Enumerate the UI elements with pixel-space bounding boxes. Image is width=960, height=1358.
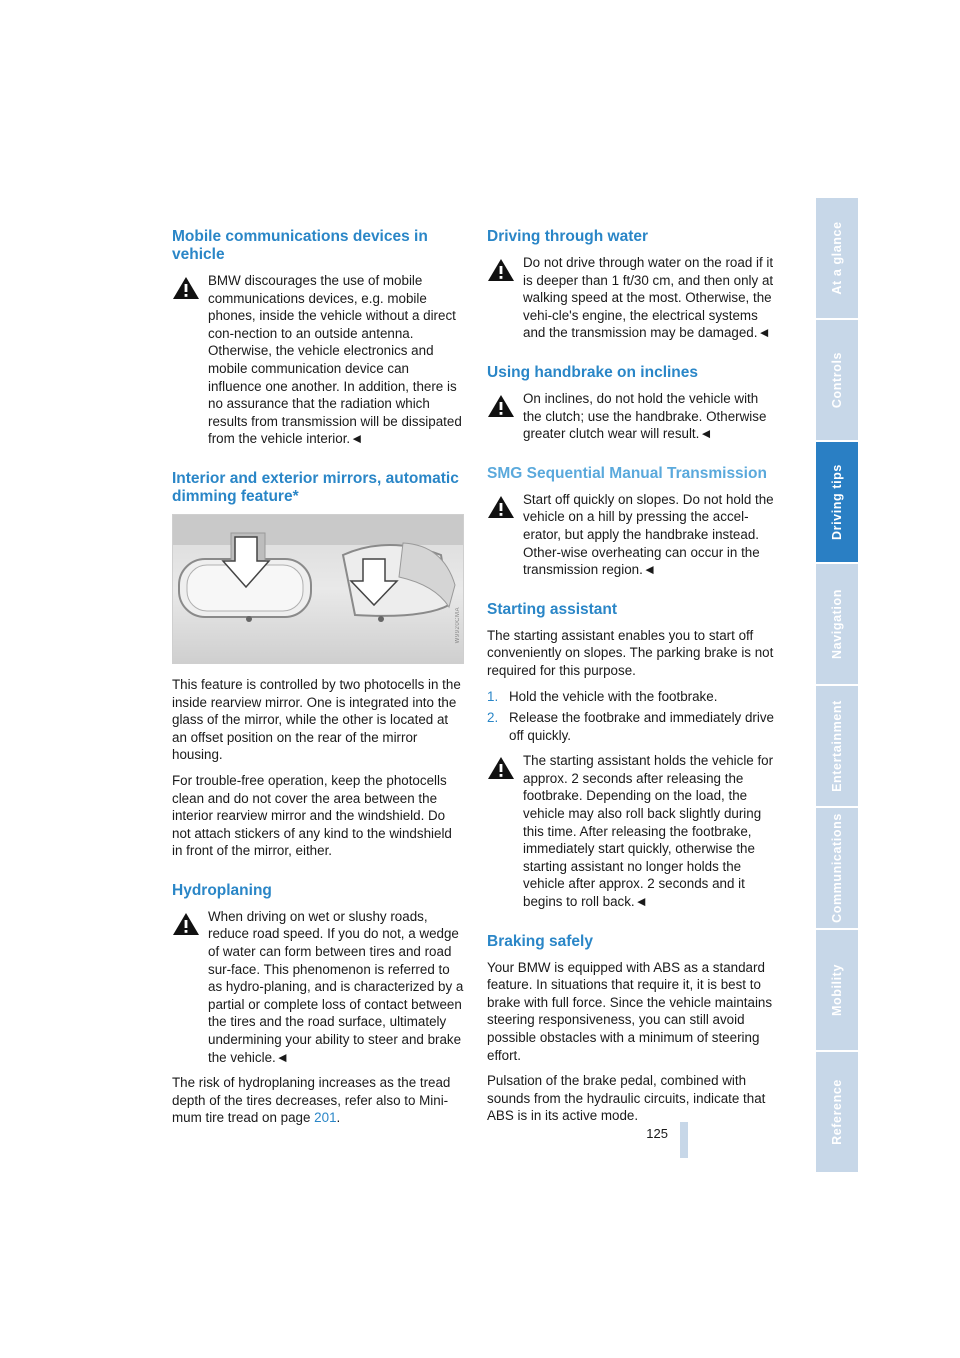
tab-mobility[interactable]	[816, 930, 858, 1050]
mirrors-paragraph-1: This feature is controlled by two photocells in the inside rearview mirror. One is integrated into the glass of the mirror, while the other is located at an offset position on the rear of the mirror housing.	[172, 676, 461, 763]
tab-label: Driving tips	[830, 464, 844, 540]
tab-controls[interactable]	[816, 320, 858, 440]
warning-text: Do not drive through water on the road if it is deeper than 1 ft/30 cm, and then only at walking speed at the most. Otherwise, the vehi-cle's engine, the electrical systems and the transmission may be damaged.◄	[523, 255, 774, 341]
warning-water	[487, 254, 779, 342]
step-number: 1.	[487, 688, 499, 704]
hydroplaning-tread-paragraph	[172, 1074, 464, 1127]
figure-code: W9920CMA	[455, 606, 461, 644]
tab-label: At a glance	[830, 221, 844, 295]
heading-hydroplaning: Hydroplaning	[172, 881, 272, 899]
braking-paragraph-2: Pulsation of the brake pedal, combined with sounds from the hydraulic circuits, indicate that ABS is in its active mode.	[487, 1073, 766, 1124]
warning-starting-assistant	[487, 752, 779, 910]
warning-text: When driving on wet or slushy roads, reduce road speed. If you do not, a wedge of water can form between tires and road sur-face. This phenomenon is referred to as hydro-planing, and is characterized by a partial or complete loss of contact between the tires and the road surface, ultimately undermining your ability to steer and brake the vehicle.◄	[208, 908, 464, 1065]
tab-label: Controls	[830, 351, 844, 409]
step-number: 2.	[487, 710, 499, 726]
starting-steps	[487, 688, 779, 745]
warning-triangle-icon	[172, 912, 200, 936]
warning-triangle-icon	[172, 276, 200, 300]
braking-paragraph-1: Your BMW is equipped with ABS as a standard feature. In situations that require it, it is best to brake with full force. Since the vehicle maintains steering responsiveness, you can still avoid possible obstacles with a minimum of steering effort.	[487, 959, 773, 1063]
heading-water: Driving through water	[487, 228, 649, 245]
mirror-illustration	[172, 514, 464, 664]
tab-communications[interactable]	[816, 808, 858, 928]
warning-text: BMW discourages the use of mobile communications devices, e.g. mobile phones, inside the vehicle without a direct con-nection to an outside antenna. Otherwise, the vehicle electronics and mobile communication device can influence one another. In addition, there is no assurance that the radiation which results from transmission will be dissipated from the vehicle interior.◄	[208, 273, 462, 447]
right-column	[487, 228, 779, 1133]
step-item	[487, 709, 779, 744]
mirrors-paragraph-2: For trouble-free operation, keep the photocells clean and do not cover the area between the interior rearview mirror and the windshield. Do not attach stickers of any kind to the windshield in front of the mirror, either.	[172, 772, 452, 859]
warning-text: Start off quickly on slopes. Do not hold the vehicle on a hill by pressing the accel-erator, but apply the handbrake instead. Other-wise overheating can occur in the transmission region.◄	[523, 491, 774, 578]
step-text: Hold the vehicle with the footbrake.	[509, 688, 718, 704]
tab-navigation[interactable]	[816, 564, 858, 684]
tab-label: Navigation	[830, 589, 844, 659]
tab-label: Communications	[830, 813, 844, 923]
warning-triangle-icon	[487, 495, 515, 519]
tab-label: Reference	[830, 1079, 844, 1145]
heading-starting-assistant: Starting assistant	[487, 600, 618, 618]
warning-text: The starting assistant holds the vehicle for approx. 2 seconds after releasing the footbrake. Depending on the load, the vehicle may also roll back slightly during this time. After releasing the footbrake, immediately start quickly, otherwise the starting assistant no longer holds the vehicle after approx. 2 seconds and it begins to roll back.◄	[523, 753, 774, 910]
warning-smg	[487, 491, 779, 579]
heading-handbrake: Using handbrake on inclines	[487, 363, 699, 381]
page-number-bar	[680, 1122, 688, 1158]
tab-entertainment[interactable]	[816, 686, 858, 806]
section-tabs	[816, 198, 858, 1174]
step-text: Release the footbrake and immediately drive off quickly.	[509, 710, 774, 743]
heading-braking: Braking safely	[487, 932, 593, 950]
tread-text-end: .	[336, 1110, 341, 1126]
page-link-201[interactable]: 201	[314, 1110, 337, 1126]
tab-reference[interactable]	[816, 1052, 858, 1172]
heading-mobile-devices: Mobile communications devices in vehicle	[172, 228, 428, 263]
tread-text: The risk of hydroplaning increases as the tread depth of the tires decreases, refer also to Mini-mum tire tread on page	[172, 1075, 451, 1126]
warning-text: On inclines, do not hold the vehicle with the clutch; use the handbrake. Otherwise greater clutch wear will result.◄	[523, 390, 767, 442]
left-column	[172, 228, 464, 1135]
tab-label: Mobility	[830, 963, 844, 1017]
starting-intro: The starting assistant enables you to start off conveniently on slopes. The parking brake is not required for this purpose.	[487, 627, 774, 678]
heading-mirrors: Interior and exterior mirrors, automatic dimming feature*	[172, 469, 459, 505]
warning-triangle-icon	[487, 756, 515, 780]
warning-handbrake	[487, 390, 779, 443]
tab-at-a-glance[interactable]	[816, 198, 858, 318]
warning-mobile-devices	[172, 272, 464, 448]
heading-smg: SMG Sequential Manual Transmission	[487, 464, 767, 482]
tab-label: Entertainment	[830, 700, 844, 792]
step-item	[487, 688, 779, 706]
mirror-drawing	[173, 515, 464, 664]
warning-triangle-icon	[487, 394, 515, 418]
warning-triangle-icon	[487, 258, 515, 282]
tab-driving-tips[interactable]	[816, 442, 858, 562]
warning-hydroplaning	[172, 908, 464, 1066]
page-number: 125	[646, 1126, 668, 1141]
